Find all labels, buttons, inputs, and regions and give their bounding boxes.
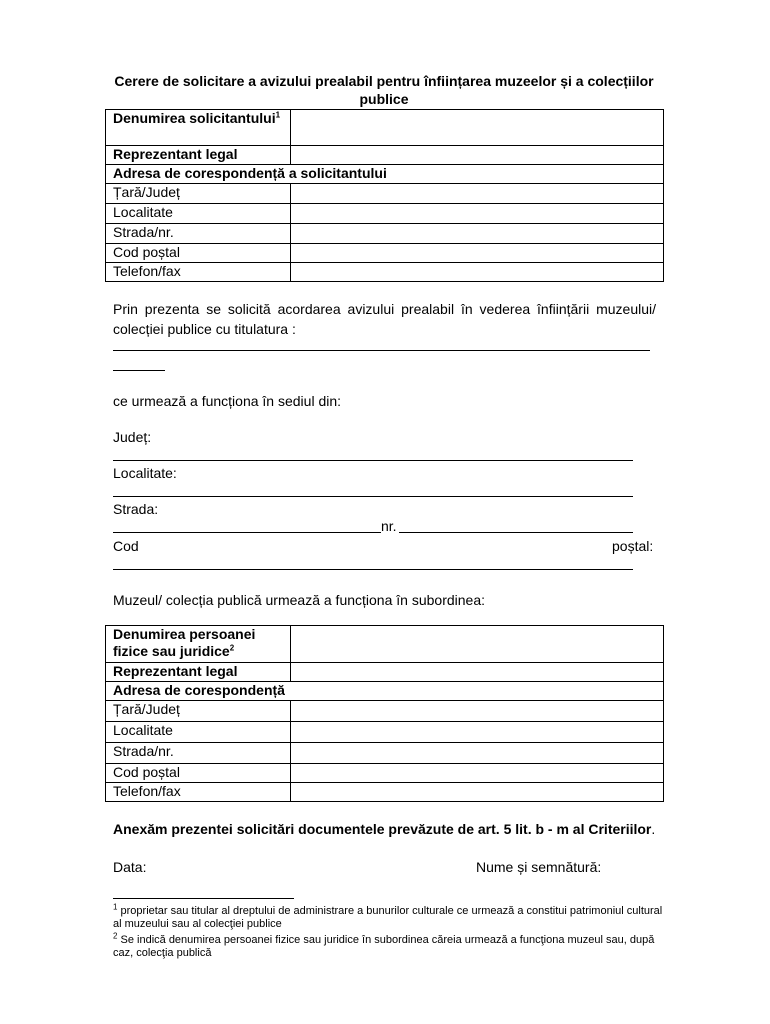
footnote-1: $^1$ proprietar sau titular al dreptului de administrare a bunurilor culturale ce urmează a constitui patrimoniul cultural al muzeului sau al colecţiei publice (113, 902, 663, 930)
entity-street-field[interactable] (291, 743, 664, 764)
entity-phone-label: Telefon/fax (106, 783, 291, 802)
entity-rep-label: Reprezentant legal (106, 663, 291, 682)
date-label: Data: (113, 859, 147, 875)
parent-entity-table (105, 625, 664, 802)
applicant-postal-label: Cod poștal (106, 244, 291, 263)
request-paragraph: Prin prezenta se solicită acordarea avizului prealabil în vederea înființării muzeului/ colecției publice cu titulatura : (113, 301, 656, 337)
entity-street-label: Strada/nr. (106, 743, 291, 764)
applicant-phone-label: Telefon/fax (106, 263, 291, 282)
county-label: Județ: (113, 429, 152, 445)
annex-paragraph: Anexăm prezentei solicitări documentele prevăzute de art. 5 lit. b - m al Criteriilor. (113, 821, 656, 837)
signature-label: Nume și semnătură: (476, 859, 602, 875)
entity-county-field[interactable] (291, 701, 664, 722)
title-line-1[interactable] (113, 350, 650, 351)
seat-paragraph: ce urmează a funcționa în sediul din: (113, 393, 342, 409)
subordination-paragraph: Muzeul/ colecția publică urmează a funcționa în subordinea: (113, 592, 485, 608)
document-title: Cerere de solicitare a avizului prealabil pentru înființarea muzeelor și a colecțiilor publice (114, 73, 654, 107)
footnote-separator (113, 898, 294, 899)
entity-name-label: Denumirea persoanei fizice sau juridice$^2$ (106, 626, 291, 663)
entity-address-header: Adresa de corespondență (106, 682, 664, 701)
entity-postal-label: Cod poștal (106, 764, 291, 783)
applicant-rep-label: Reprezentant legal (106, 146, 291, 165)
title-line-2[interactable] (113, 370, 165, 371)
entity-locality-field[interactable] (291, 722, 664, 743)
entity-postal-field[interactable] (291, 764, 664, 783)
number-line[interactable] (399, 532, 633, 533)
applicant-postal-field[interactable] (291, 244, 664, 263)
entity-locality-label: Localitate (106, 722, 291, 743)
applicant-table (105, 109, 664, 282)
applicant-name-field[interactable] (291, 110, 664, 146)
number-label: nr. (381, 518, 397, 534)
applicant-street-label: Strada/nr. (106, 224, 291, 244)
applicant-locality-field[interactable] (291, 204, 664, 224)
street-line[interactable] (113, 532, 381, 533)
entity-county-label: Țară/Județ (106, 701, 291, 722)
entity-rep-field[interactable] (291, 663, 664, 682)
applicant-address-header: Adresa de corespondență a solicitantului (106, 165, 664, 184)
applicant-county-label: Țară/Județ (106, 184, 291, 204)
applicant-street-field[interactable] (291, 224, 664, 244)
entity-name-field[interactable] (291, 626, 664, 663)
locality-line[interactable] (113, 496, 633, 497)
footnote-2: $^2$ Se indică denumirea persoanei fizice sau juridice în subordinea căreia urmează a funcţiona muzeul sau, după caz, colecţia publică (113, 931, 655, 959)
postal-code-label: Cod (113, 538, 139, 554)
applicant-county-field[interactable] (291, 184, 664, 204)
postal-label: poștal: (612, 538, 654, 554)
locality-label: Localitate: (113, 465, 177, 481)
applicant-locality-label: Localitate (106, 204, 291, 224)
entity-phone-field[interactable] (291, 783, 664, 802)
applicant-phone-field[interactable] (291, 263, 664, 282)
applicant-rep-field[interactable] (291, 146, 664, 165)
postal-code-line[interactable] (113, 569, 633, 570)
county-line[interactable] (113, 460, 633, 461)
applicant-name-label: Denumirea solicitantului$^1$ (106, 110, 291, 146)
street-label: Strada: (113, 501, 159, 517)
